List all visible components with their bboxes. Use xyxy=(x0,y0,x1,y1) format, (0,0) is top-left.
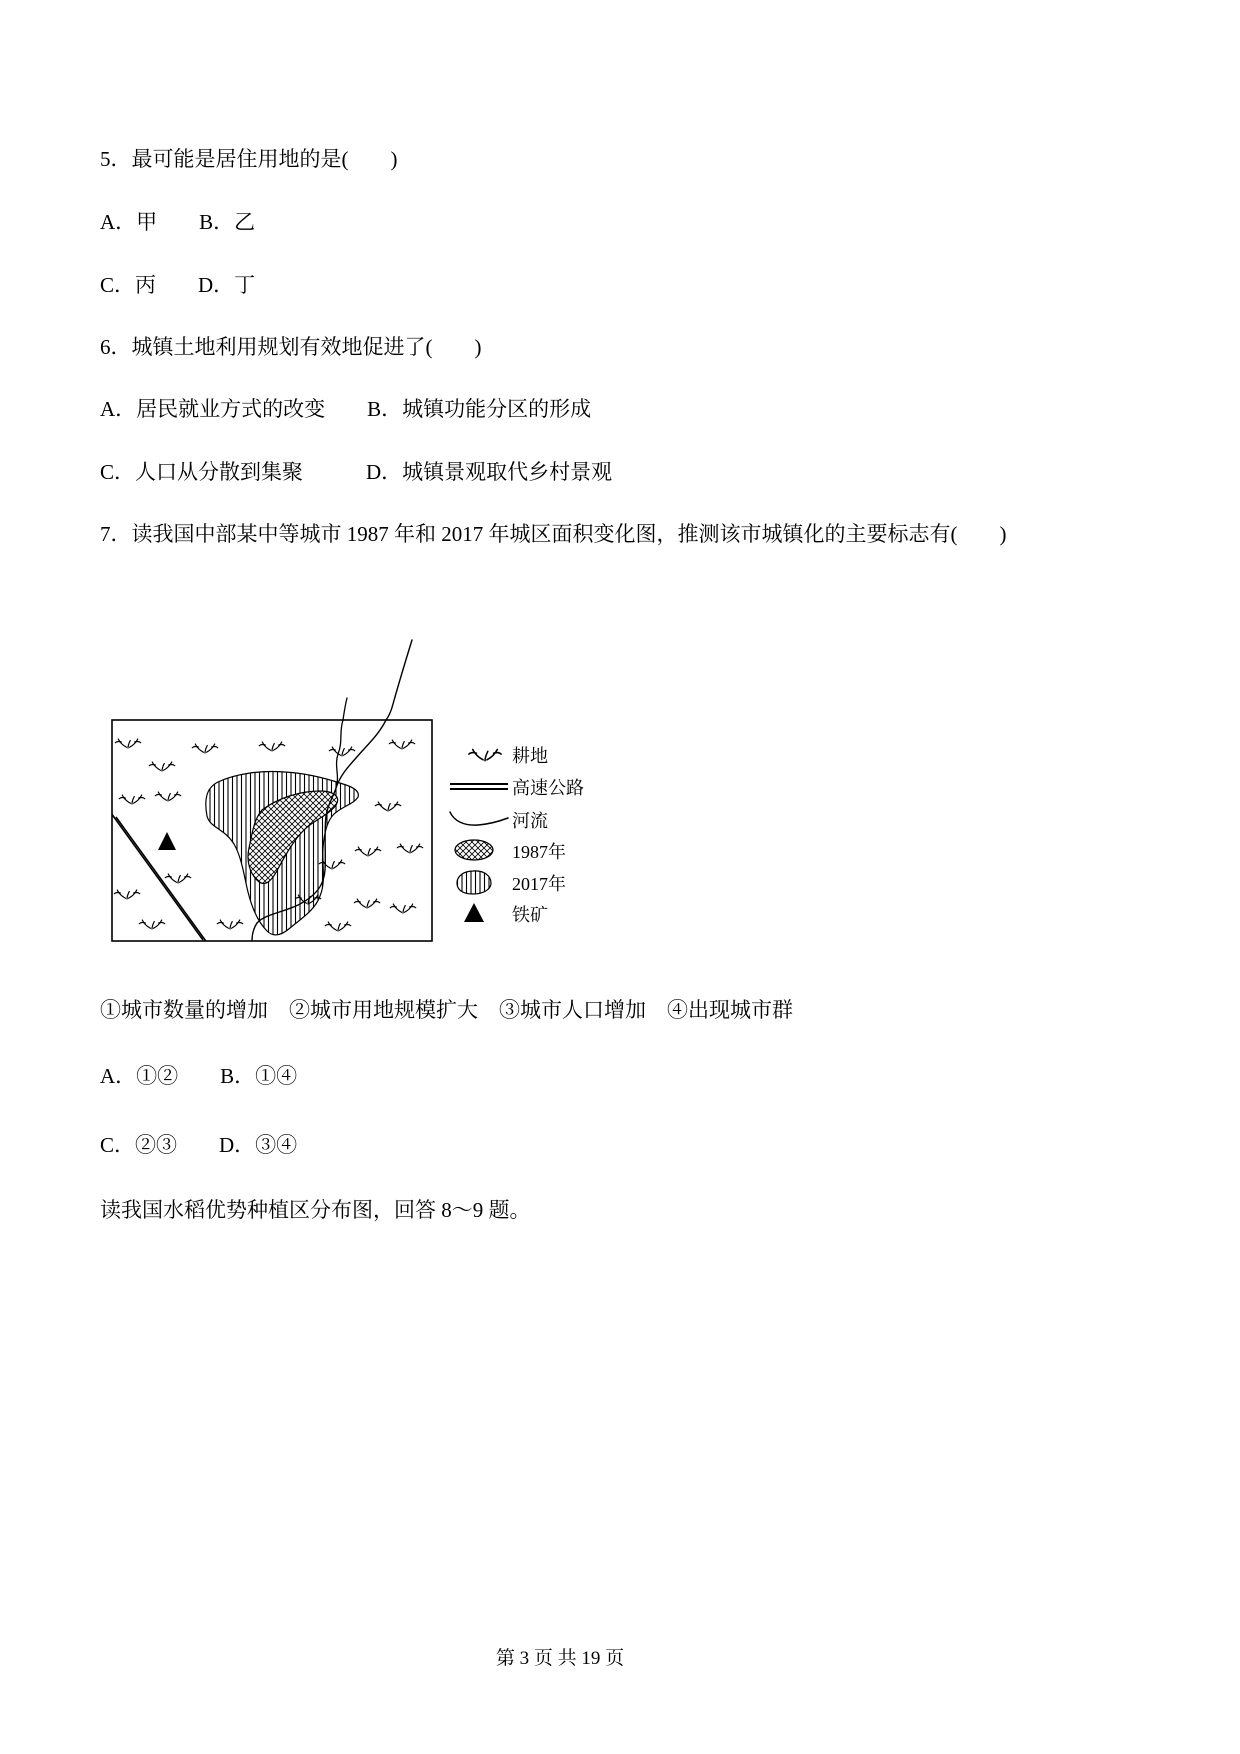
legend-label-2017: 2017年 xyxy=(512,874,566,894)
legend-label-river: 河流 xyxy=(512,811,548,831)
iron-mine-marker xyxy=(158,832,176,850)
question-7-items: ①城市数量的增加 ②城市用地规模扩大 ③城市人口增加 ④出现城市群 xyxy=(100,998,793,1022)
question-5-options-ab: A．甲 B．乙 xyxy=(100,210,256,234)
legend-label-iron-mine: 铁矿 xyxy=(512,905,548,925)
legend-label-expressway: 高速公路 xyxy=(512,778,584,798)
legend-label-cultivated-land: 耕地 xyxy=(512,746,548,766)
question-5-options-cd: C．丙 D．丁 xyxy=(100,273,256,297)
question-7-options-ab: A．①② B．①④ xyxy=(100,1064,298,1088)
question-7-stem: 7．读我国中部某中等城市 1987 年和 2017 年城区面积变化图，推测该市城镇化的主要标志有( ) xyxy=(100,522,1007,546)
river-above-frame xyxy=(343,640,412,720)
question-5-stem: 5．最可能是居住用地的是( ) xyxy=(100,147,398,171)
question-6-options-ab: A．居民就业方式的改变 B．城镇功能分区的形成 xyxy=(100,397,592,421)
question-6-stem: 6．城镇土地利用规划有效地促进了( ) xyxy=(100,335,482,359)
map-svg xyxy=(100,638,660,950)
page-number-footer: 第 3 页 共 19 页 xyxy=(495,1648,625,1669)
question-8-intro: 读我国水稻优势种植区分布图，回答 8～9 题。 xyxy=(100,1198,531,1222)
cultivated-land-icon xyxy=(469,749,501,760)
area-2017-icon xyxy=(457,871,491,894)
legend-label-1987: 1987年 xyxy=(512,842,566,862)
question-7-options-cd: C．②③ D．③④ xyxy=(100,1133,298,1157)
area-1987-icon xyxy=(455,840,493,860)
urban-area-change-map-figure xyxy=(100,638,660,950)
expressway-icon xyxy=(450,784,508,789)
map-legend xyxy=(450,746,584,925)
question-6-options-cd: C．人口从分散到集聚 D．城镇景观取代乡村景观 xyxy=(100,460,613,484)
iron-mine-icon xyxy=(464,903,484,922)
river-icon xyxy=(450,812,508,825)
